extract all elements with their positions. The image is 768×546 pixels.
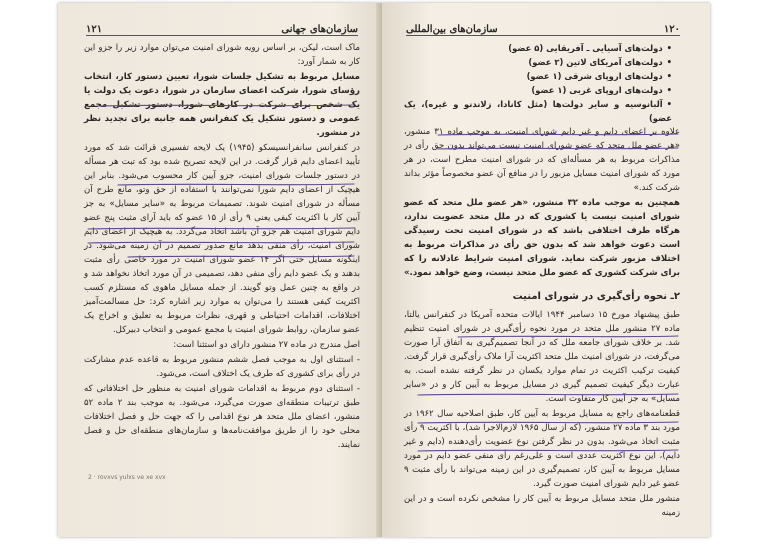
left-paragraph: اصل مندرج در ماده ۲۷ منشور دارای دو استثنا است: [173,340,360,350]
right-paragraph: قطعنامه‌های راجع به مسایل مربوط به آیین کار، طبق اصلاحیه سال ۱۹۶۲ در مورد بند ۳ ماده ۲۷ منشور، (که از سال ۱۹۶۵ لازم‌الاجرا شد)، با اکثریت ۹ رأی مثبت اتخاذ می‌شود. بدون در نظر گرفتن نوع عضویت رأی‌دهنده (دایم و غیر دایم)، این نوع اکثریت عددی است و علی‌رغم رأی منفی عضو دایم در مورد مسایل مربوط به آیین کار، تصمیم‌گیری در این زمینه می‌تواند با رأی مثبت ۹ عضو غیر دایم شورای امنیت صورت گیرد. [404,409,680,489]
left-page-number: ۱۲۱ [86,24,103,35]
left-paragraph: مسایل مربوط به تشکیل جلسات شورا، تعیین دستور کار، انتخاب رؤسای شورا، شرکت اعضای سازمان در شورا، دعوت یک دولت یا یک شخص برای شرکت در کارهای شورا، دستور تشکیل مجمع عمومی و دستور تشکیل یک کنفرانس همه جانبه برای تجدید نظر در منشور. [84,72,360,138]
right-page-number: ۱۲۰ [663,24,680,35]
section-title: ۲ـ نحوه رأی‌گیری در شورای امنیت [512,291,680,302]
right-paragraph: علاوه بر اعضای دایم و غیر دایم شورای امنیت، به موجب ماده ۳۱ منشور، «هر عضو ملل متحد که عضو شورای امنیت نیست می‌تواند بدون حق رأی در مذاکرات مربوط به هر مسأله‌ای که در شورای امنیت مطرح است، در هر مورد که شورای امنیت مسایل مزبور را در منافع آن عضو مخصوصاً مؤثر بداند شرکت کند.» [404,127,680,193]
list-item: • دولت‌های آسیایی ـ آفریقایی (۵ عضو) [404,41,672,55]
right-page [382,3,710,537]
left-paragraph: - استثنای دوم مربوط به اقدامات شورای امنیت به منظور حل اختلافاتی که طبق ترتیبات منطقه‌ای صورت می‌گیرد، می‌شود. به موجب بند ۲ ماده ۵۲ منشور، اعضای ملل متحد هر نوع اقدامی را که جهت حل و فصل اختلافات محلی خود را از طریق موافقت‌نامه‌ها و سازمان‌های منطقه‌ای حل و فصل نمایند. [84,384,361,450]
list-item: • دولت‌های آمریکای لاتین (۲ عضو) [404,55,672,69]
left-paragraph: در کنفرانس سانفرانسیسکو (۱۹۴۵) یک لایحه تفسیری قرائت شد که مورد تأیید اعضای دایم قرار گرفت. در این لایحه تصریح شده بود که تبت هر مسأله در دستور جلسات شورای امنیت، جزو آیین کار محسوب می‌شود. بنابر این هیچیک از اعضای دایم شورا نمی‌توانند با استفاده از حق وتو، مانع طرح آن مسأله در شورای امنیت شوند. تصمیمات مربوط به «سایر مسایل» به جز آیین کار با اکثریت کیفی یعنی ۹ رأی از ۱۵ عضو که باید آرای مثبت پنج عضو دایم شورای امنیت هم جزو آن باشد اتخاذ می‌گردد. به هیچیک از اعضای دایم شورای امنیت، رأی منفی بدهد مانع صدور تصمیم در آن زمینه می‌شود. در اینگونه مسایل حتی اگر ۱۴ عضو شورای امنیت در مورد خاصی رأی مثبت بدهند و یک عضو دایم رأی منفی دهد، تصمیمی در آن مورد اتخاذ نخواهد شد و در واقع به چنین عمل وتو گویند. از جمله مسایل ماهوی که مستلزم کسب اکثریت کیفی هستند را می‌توان به موارد زیر اشاره کرد: حل مسالمت‌آمیز اختلافات، اقدامات احتیاطی و قهری، نظرات مربوط به تعلیق و اخراج یک عضو سازمان، روابط شورای امنیت با مجمع عمومی و انتخاب دبیرکل. [84,143,361,335]
right-header-title: سازمان‌های بین‌المللی [406,24,498,35]
right-header-rule [406,35,680,36]
right-page-header [406,15,680,35]
right-paragraph: منشور ملل متحد مسایل مربوط به آیین کار را مشخص نکرده است و در این زمینه [404,494,680,518]
right-paragraph: همچنین به موجب ماده ۳۲ منشور، «هر عضو ملل متحد که عضو شورای امنیت نیست یا کشوری که در ملل متحد عضویت ندارد، هرگاه طرف اختلافی باشد که در شورای امنیت تحت رسیدگی است دعوت خواهد شد که بدون حق رأی در مذاکرات مربوط به اختلاف مزبور شرکت نماید. شورای امنیت شرایط عادلانه را که برای شرکت کشوری که عضو ملل متحد نیست، وضع خواهد نمود.» [404,198,680,278]
left-header-title: سازمان‌های جهانی [281,24,358,35]
list-item: • دولت‌های اروپای غربی (۱ عضو) [404,83,672,97]
left-paragraph: - استثنای اول به موجب فصل ششم منشور مربوط به قاعده عدم مشارکت در رأی برای کشوری که طرف یک اختلاف است، می‌شود. [84,355,360,379]
list-item: • آلبانوسیه و سایر دولت‌ها (مثل کانادا، زلاندنو و غیره)، یک عضو) [404,97,672,125]
book-spread [58,3,710,537]
left-page-footer: 2 · rovxvs yulxs ve xe xvx [88,474,166,481]
right-page-body [404,41,680,521]
list-item: • دولت‌های اروپای شرقی (۱ عضو) [404,69,672,83]
right-paragraph: طبق پیشنهاد مورخ ۱۵ دسامبر ۱۹۴۴ ایالات متحده آمریکا در کنفرانس یالتا، ماده ۲۷ منشور ملل متحد در مورد نحوه رأی‌گیری در شورای امنیت تنظیم شد. بر خلاف شورای جامعه ملل که در آنجا تصمیم‌گیری به اتفاق آرا صورت می‌گرفت، در شورای امنیت ملل متحد اکثریت آرا ملاک رأی‌گیری قرار گرفت. کیفیت ترکیب اکثریت در تمام موارد یکسان در نظر گرفته نشده است. به عبارت دیگر کیفیت تصمیم گیری در مسایل مربوط به آیین کار و در «سایر مسایل» به جز آیین کار متفاوت است. [404,310,681,404]
member-groups-list [404,41,680,125]
left-page-body [84,41,360,453]
left-paragraph: ماک است، لیکن، بر اساس رویه شورای امنیت می‌توان موارد زیر را جزو این کار به شمار آورد: [84,43,360,67]
left-page-header [86,15,358,35]
left-page [58,3,382,537]
left-header-rule [86,35,358,36]
